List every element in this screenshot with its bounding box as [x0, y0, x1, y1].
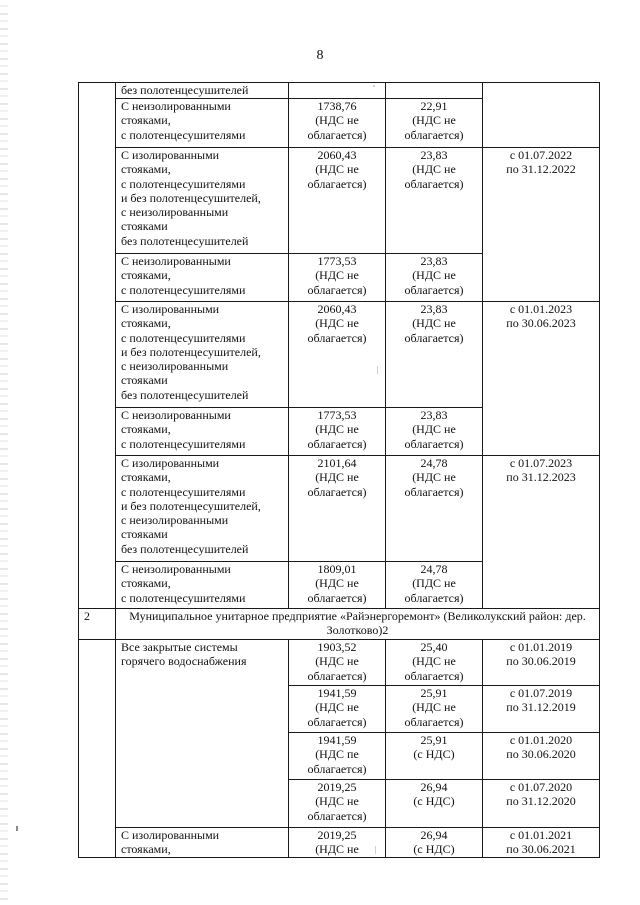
- description-cell-line: стояками,: [121, 842, 171, 857]
- vat-cell-line: (НДС не: [412, 422, 456, 437]
- rate-cell-line: (НДС не: [315, 422, 359, 437]
- scan-speck: [16, 826, 18, 831]
- vat-cell: [386, 456, 483, 562]
- vat-cell: [386, 733, 483, 780]
- period-cell-line: по 30.06.2019: [506, 654, 576, 669]
- rate-cell-line: облагается): [307, 668, 367, 683]
- rate-cell-line: (НДС не: [315, 113, 359, 128]
- rate-cell-line: 2101,64: [317, 456, 357, 470]
- vat-cell-line: облагается): [404, 127, 464, 142]
- rate-cell-line: (НДС не: [315, 794, 359, 809]
- description-cell-line: горячего водоснабжения: [121, 654, 247, 669]
- rate-cell-line: облагается): [307, 714, 367, 729]
- vat-cell-line: 22,91: [420, 99, 448, 113]
- rate-cell-line: (НДС не: [315, 654, 359, 669]
- description-cell-line: С неизолированными: [121, 408, 231, 422]
- tariff-table: [78, 82, 600, 858]
- table-row: [79, 828, 600, 858]
- vat-cell-line: (НДС не: [412, 470, 456, 485]
- description-cell-line: и без полотенцесушителей,: [121, 498, 261, 513]
- period-cell-line: по 30.06.2023: [506, 316, 576, 331]
- row-index: 2: [79, 609, 116, 640]
- vat-cell: [386, 828, 483, 858]
- description-cell: [116, 828, 289, 858]
- table-row: [79, 456, 600, 562]
- description-cell-line: С неизолированными: [121, 254, 231, 268]
- vat-cell-line: облагается): [404, 176, 464, 191]
- period-cell-line: с 01.07.2020: [509, 780, 573, 794]
- rate-cell: [289, 640, 386, 686]
- vat-cell-line: (ПДС не: [412, 576, 456, 591]
- rate-cell-line: облагается): [307, 282, 367, 297]
- vat-cell-line: 25,91: [420, 733, 448, 747]
- vat-cell: [386, 302, 483, 408]
- description-cell-line: без полотенцесушителей: [121, 541, 249, 556]
- period-cell-line: по 31.12.2022: [506, 162, 576, 177]
- vat-cell-line: (НДС не: [412, 113, 456, 128]
- rate-cell: [289, 686, 386, 733]
- description-cell-line: стояками,: [121, 113, 171, 128]
- vat-cell: [386, 408, 483, 456]
- rate-cell-line: 2060,43: [317, 302, 357, 316]
- description-cell-line: стояками,: [121, 162, 171, 177]
- vat-cell-line: (НДС не: [412, 654, 456, 669]
- period-cell: [483, 828, 600, 858]
- rate-cell-line: облагается): [307, 127, 367, 142]
- description-cell-line: стояками: [121, 527, 168, 542]
- description-cell-line: с полотенцесушителями: [121, 127, 246, 142]
- vat-cell-line: (НДС не: [412, 162, 456, 177]
- vat-cell: [386, 780, 483, 828]
- description-cell-line: без полотенцесушителей: [121, 83, 249, 97]
- vat-cell-line: 25,91: [420, 686, 448, 700]
- vat-cell-line: 23,83: [420, 302, 448, 316]
- table-row: [79, 302, 600, 408]
- description-cell: [116, 302, 289, 408]
- rate-cell-line: 1738,76: [317, 99, 357, 113]
- rate-cell-line: 1903,52: [317, 640, 357, 654]
- period-cell: [483, 302, 600, 456]
- vat-cell-line: (с НДС): [413, 842, 455, 857]
- description-cell: [116, 99, 289, 148]
- period-cell: [483, 83, 600, 148]
- rate-cell-line: 2060,43: [317, 148, 357, 162]
- description-cell: [116, 254, 289, 302]
- rate-cell-line: 1941,59: [317, 733, 357, 747]
- description-cell-line: с полотенцесушителями: [121, 590, 246, 605]
- vat-cell-line: (НДС не: [412, 700, 456, 715]
- vat-cell-line: 23,83: [420, 408, 448, 422]
- vat-cell-line: 24,78: [420, 456, 448, 470]
- description-cell-line: и без полотенцесушителей,: [121, 190, 261, 205]
- description-cell: [116, 640, 289, 828]
- vat-cell-line: облагается): [404, 484, 464, 499]
- period-cell-line: с 01.01.2020: [509, 733, 573, 747]
- vat-cell: [386, 83, 483, 99]
- period-cell-line: с 01.01.2019: [509, 640, 573, 654]
- vat-cell-line: облагается): [404, 436, 464, 451]
- rate-cell-line: облагается): [307, 330, 367, 345]
- period-cell-line: с 01.01.2023: [509, 302, 573, 316]
- vat-cell-line: 24,78: [420, 562, 448, 576]
- org-row: [79, 609, 600, 640]
- period-cell: [483, 780, 600, 828]
- period-cell-line: с 01.07.2019: [509, 686, 573, 700]
- description-cell: [116, 408, 289, 456]
- scan-speck: [375, 846, 376, 854]
- rate-cell: [289, 408, 386, 456]
- vat-cell-line: 23,83: [420, 254, 448, 268]
- rate-cell-line: 2019,25: [317, 780, 357, 794]
- description-cell-line: стояками,: [121, 268, 171, 283]
- rate-cell: [289, 828, 386, 858]
- description-cell-line: с неизолированными: [121, 205, 229, 220]
- period-cell-line: по 30.06.2021: [506, 842, 576, 857]
- vat-cell-line: 26,94: [420, 828, 448, 842]
- vat-cell-line: (НДС не: [412, 268, 456, 283]
- description-cell-line: с неизолированными: [121, 513, 229, 528]
- period-cell-line: с 01.01.2021: [509, 828, 573, 842]
- description-cell-line: и без полотенцесушителей,: [121, 344, 261, 359]
- rate-cell: [289, 780, 386, 828]
- rate-cell-line: 1809,01: [317, 562, 357, 576]
- description-cell: [116, 562, 289, 609]
- rate-cell-line: 1773,53: [317, 408, 357, 422]
- rate-cell-line: (НДС не: [315, 316, 359, 331]
- rate-cell-line: облагается): [307, 176, 367, 191]
- vat-cell: [386, 254, 483, 302]
- description-cell-line: стояками: [121, 219, 168, 234]
- vat-cell-line: 23,83: [420, 148, 448, 162]
- description-cell-line: С изолированными: [121, 302, 220, 316]
- vat-cell-line: облагается): [404, 590, 464, 605]
- description-cell: [116, 83, 289, 99]
- table-row: [79, 148, 600, 254]
- vat-cell-line: 25,40: [420, 640, 448, 654]
- rate-cell: [289, 148, 386, 254]
- vat-cell: [386, 148, 483, 254]
- description-cell-line: с неизолированными: [121, 359, 229, 374]
- description-cell-line: с полотенцесушителями: [121, 436, 246, 451]
- rate-cell: [289, 733, 386, 780]
- rate-cell-line: облагается): [307, 484, 367, 499]
- description-cell-line: без полотенцесушителей: [121, 233, 249, 248]
- period-cell-line: по 30.06.2020: [506, 747, 576, 762]
- vat-cell-line: облагается): [404, 282, 464, 297]
- rate-cell-line: (НДС не: [315, 576, 359, 591]
- rate-cell: [289, 83, 386, 99]
- description-cell-line: С неизолированными: [121, 562, 231, 576]
- rate-cell-line: облагается): [307, 808, 367, 823]
- page-number: 8: [316, 48, 324, 63]
- description-cell-line: с полотенцесушителями: [121, 330, 246, 345]
- rate-cell: [289, 562, 386, 609]
- description-cell-line: С изолированными: [121, 456, 220, 470]
- description-cell-line: стояками,: [121, 576, 171, 591]
- period-cell-line: с 01.07.2023: [509, 456, 573, 470]
- rate-cell-line: (НДС не: [315, 268, 359, 283]
- rate-cell-line: (НДС пе: [315, 747, 359, 762]
- table-row: [79, 640, 600, 686]
- period-cell-line: по 31.12.2020: [506, 794, 576, 809]
- rate-cell-line: (НДС не: [315, 162, 359, 177]
- period-cell-line: с 01.07.2022: [509, 148, 573, 162]
- vat-cell: [386, 640, 483, 686]
- rate-cell-line: 1941,59: [317, 686, 357, 700]
- period-cell: [483, 456, 600, 609]
- index-cell-empty: [79, 83, 116, 609]
- rate-cell: [289, 254, 386, 302]
- rate-cell-line: облагается): [307, 761, 367, 776]
- description-cell-line: стояками,: [121, 470, 171, 485]
- rate-cell-line: (НДС не: [315, 470, 359, 485]
- rate-cell-line: облагается): [307, 590, 367, 605]
- description-cell: [116, 148, 289, 254]
- rate-cell: [289, 302, 386, 408]
- scan-speck: [373, 85, 375, 87]
- table-row: [79, 83, 600, 99]
- vat-cell-line: (НДС не: [412, 316, 456, 331]
- description-cell-line: С неизолированными: [121, 99, 231, 113]
- rate-cell-line: (НДС не: [315, 700, 359, 715]
- description-cell-line: стояками: [121, 373, 168, 388]
- description-cell-line: С изолированными: [121, 828, 220, 842]
- rate-cell-line: (НДС не: [315, 842, 359, 857]
- description-cell-line: Все закрытые системы: [121, 640, 238, 654]
- rate-cell-line: 1773,53: [317, 254, 357, 268]
- vat-cell-line: (с НДС): [413, 747, 455, 762]
- vat-cell-line: облагается): [404, 668, 464, 683]
- rate-cell: [289, 456, 386, 562]
- scan-speck: [377, 366, 378, 374]
- rate-cell-line: 2019,25: [317, 828, 357, 842]
- vat-cell-line: (с НДС): [413, 794, 455, 809]
- period-cell-line: по 31.12.2023: [506, 470, 576, 485]
- rate-cell-line: облагается): [307, 436, 367, 451]
- organization-name: Муниципальное унитарное предприятие «Райэнергоремонт» (Великолукский район: дер. Золотково)2: [116, 609, 600, 640]
- rate-cell: [289, 99, 386, 148]
- description-cell-line: без полотенцесушителей: [121, 387, 249, 402]
- scan-edge: [0, 0, 8, 905]
- description-cell-line: с полотенцесушителями: [121, 282, 246, 297]
- description-cell-line: С изолированными: [121, 148, 220, 162]
- vat-cell-line: облагается): [404, 330, 464, 345]
- description-cell-line: с полотенцесушителями: [121, 484, 246, 499]
- period-cell-line: по 31.12.2019: [506, 700, 576, 715]
- index-cell-empty: [79, 640, 116, 858]
- vat-cell: [386, 562, 483, 609]
- description-cell-line: стояками,: [121, 316, 171, 331]
- period-cell: [483, 686, 600, 733]
- description-cell-line: стояками,: [121, 422, 171, 437]
- period-cell: [483, 148, 600, 302]
- period-cell: [483, 640, 600, 686]
- vat-cell: [386, 99, 483, 148]
- vat-cell-line: 26,94: [420, 780, 448, 794]
- description-cell-line: с полотенцесушителями: [121, 176, 246, 191]
- vat-cell: [386, 686, 483, 733]
- description-cell: [116, 456, 289, 562]
- period-cell: [483, 733, 600, 780]
- vat-cell-line: облагается): [404, 714, 464, 729]
